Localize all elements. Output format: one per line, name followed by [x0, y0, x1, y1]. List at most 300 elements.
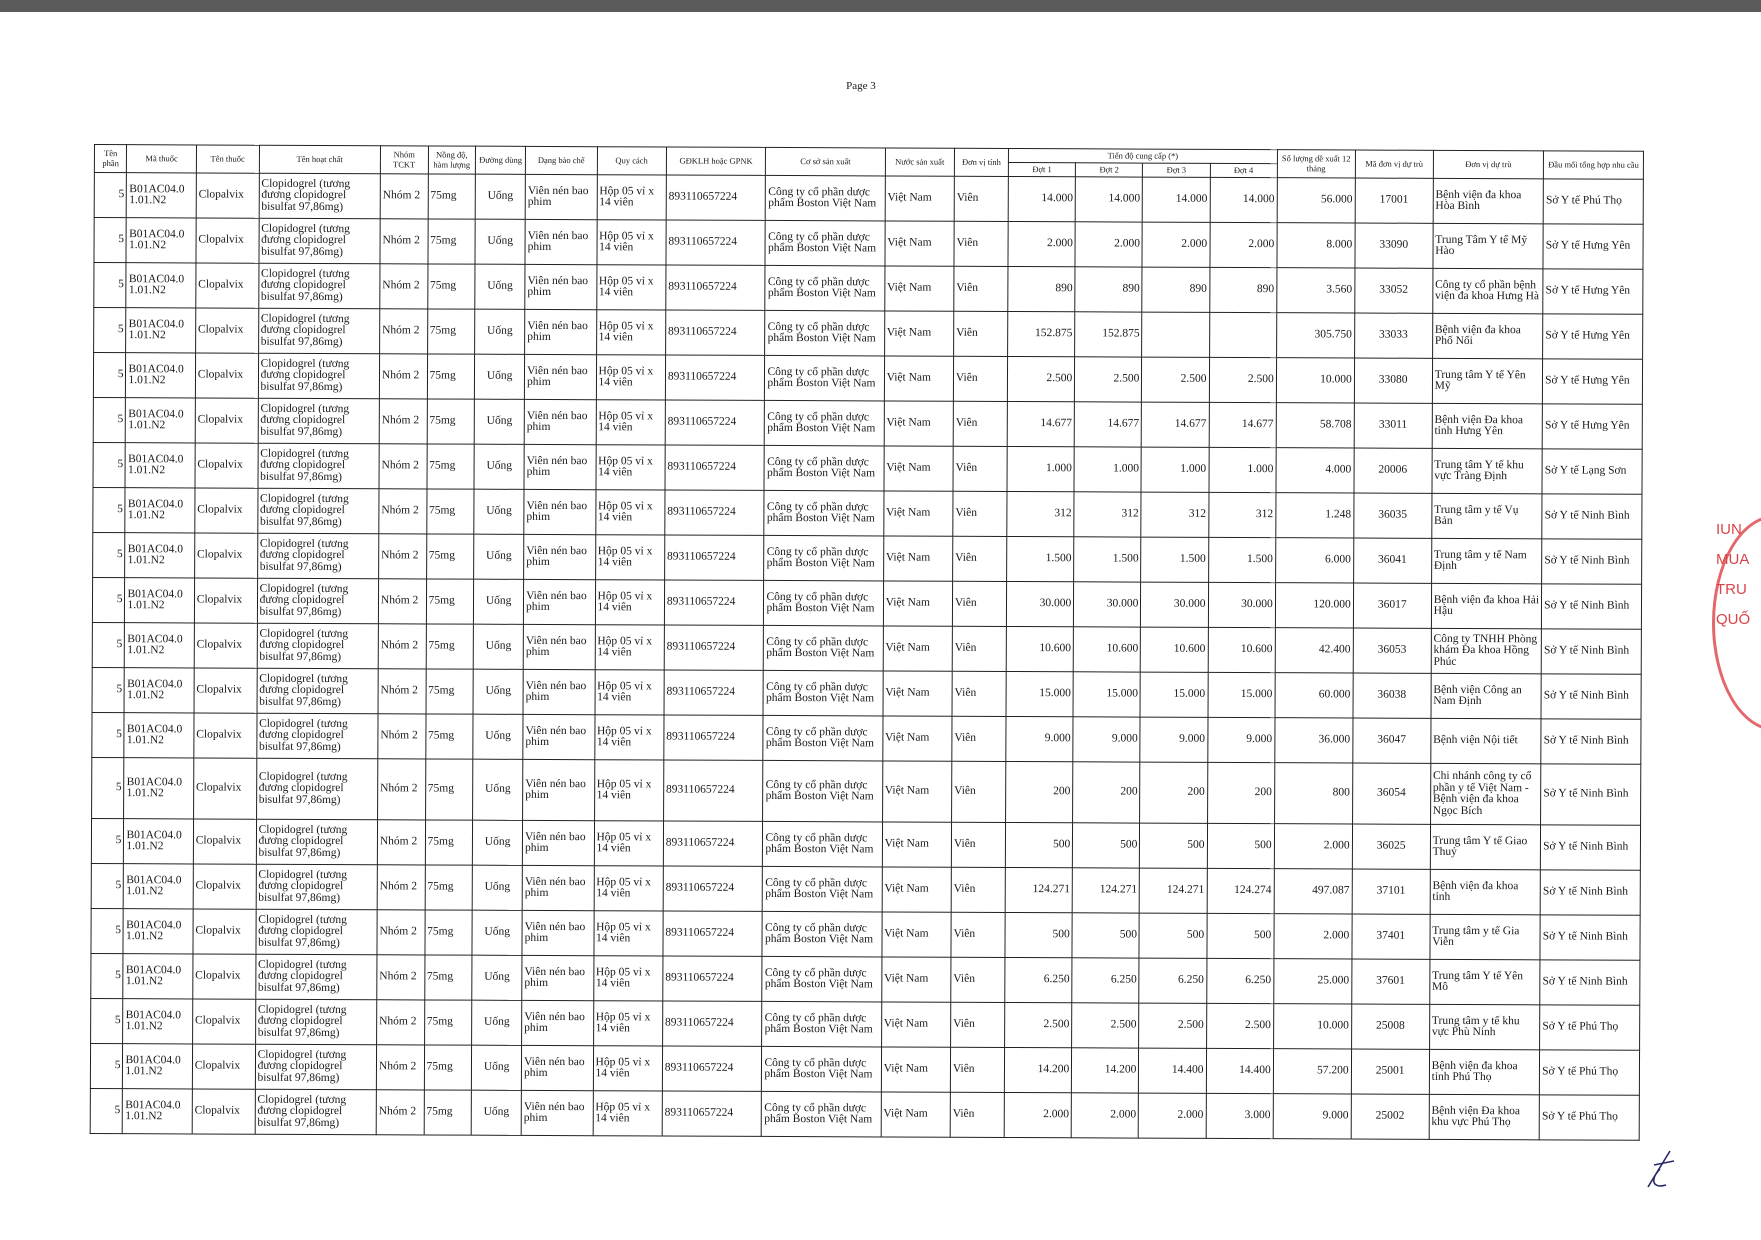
- cell-unit-name: Công ty cổ phần bệnh viện đa khoa Hưng Hà: [1432, 268, 1543, 313]
- cell-focal: Sở Y tế Hưng Yên: [1543, 314, 1643, 359]
- cell-batch-2: 9.000: [1073, 717, 1140, 762]
- cell-unit-code: 37601: [1351, 959, 1429, 1004]
- cell-focal: Sở Y tế Ninh Bình: [1541, 719, 1641, 764]
- cell-tckt: Nhóm 2: [378, 624, 426, 669]
- cell-group: 5: [90, 1088, 123, 1133]
- cell-route: Uống: [475, 174, 525, 219]
- cell-route: Uống: [474, 579, 524, 624]
- cell-strength: 75mg: [424, 1045, 472, 1090]
- cell-route: Uống: [471, 1090, 521, 1135]
- cell-focal: Sở Y tế Ninh Bình: [1541, 674, 1641, 719]
- cell-country: Việt Nam: [881, 1047, 951, 1092]
- cell-pack: Hộp 05 vỉ x 14 viên: [594, 715, 664, 760]
- cell-ingredient: Clopidogrel (tương đương clopidogrel bisulfat 97,86mg): [256, 713, 378, 759]
- cell-focal: Sở Y tế Hưng Yên: [1543, 359, 1643, 404]
- cell-batch-4: 9.000: [1207, 717, 1274, 762]
- cell-pack: Hộp 05 vỉ x 14 viên: [594, 821, 664, 866]
- cell-drug: Clopalvix: [193, 864, 256, 909]
- cell-strength: 75mg: [426, 669, 474, 714]
- cell-total: 3.560: [1277, 268, 1355, 313]
- header-batch-1: Đợt 1: [1008, 162, 1075, 176]
- cell-form: Viên nén bao phim: [521, 1045, 593, 1090]
- cell-batch-2: 2.500: [1072, 1003, 1139, 1048]
- cell-total: 60.000: [1275, 673, 1353, 718]
- cell-pack: Hộp 05 vỉ x 14 viên: [594, 760, 664, 821]
- cell-batch-2: 200: [1073, 762, 1140, 823]
- cell-unit: Viên: [952, 716, 1006, 761]
- cell-pack: Hộp 05 vỉ x 14 viên: [596, 265, 666, 310]
- cell-unit: Viên: [954, 266, 1008, 311]
- cell-maker: Công ty cổ phần dược phẩm Boston Việt Nam: [763, 670, 882, 716]
- cell-group: 5: [94, 308, 127, 353]
- cell-reg: 893110657224: [663, 821, 763, 866]
- cell-focal: Sở Y tế Ninh Bình: [1540, 960, 1640, 1005]
- cell-ingredient: Clopidogrel (tương đương clopidogrel bisulfat 97,86mg): [257, 623, 379, 669]
- cell-country: Việt Nam: [882, 761, 952, 822]
- cell-unit-name: Trung tâm Y tế Yên Mỹ: [1432, 358, 1543, 403]
- cell-batch-3: 500: [1140, 823, 1207, 868]
- cell-strength: 75mg: [427, 354, 475, 399]
- cell-drug: Clopalvix: [194, 533, 257, 578]
- cell-reg: 893110657224: [665, 310, 765, 355]
- cell-group: 5: [94, 263, 127, 308]
- cell-form: Viên nén bao phim: [524, 399, 596, 444]
- cell-code: B01AC04.0 1.01.N2: [126, 308, 196, 353]
- cell-country: Việt Nam: [883, 581, 953, 626]
- cell-batch-1: 2.000: [1004, 1092, 1071, 1137]
- cell-unit: Viên: [952, 581, 1006, 626]
- cell-form: Viên nén bao phim: [525, 174, 597, 219]
- cell-reg: 893110657224: [664, 715, 764, 760]
- cell-unit-code: 36035: [1354, 493, 1432, 538]
- header-tckt: Nhóm TCKT: [380, 146, 428, 174]
- cell-code: B01AC04.0 1.01.N2: [125, 443, 195, 488]
- header-unit-name: Đơn vị dự trù: [1433, 150, 1544, 178]
- cell-tckt: Nhóm 2: [376, 1045, 424, 1090]
- cell-tckt: Nhóm 2: [377, 820, 425, 865]
- cell-group: 5: [93, 442, 126, 487]
- cell-unit-name: Bệnh viện đa khoa tỉnh: [1430, 869, 1541, 914]
- cell-focal: Sở Y tế Hưng Yên: [1542, 404, 1642, 449]
- cell-batch-4: 200: [1207, 762, 1274, 823]
- cell-strength: 75mg: [428, 219, 476, 264]
- header-form: Dạng bào chế: [525, 146, 597, 174]
- cell-batch-4: 500: [1207, 823, 1274, 868]
- cell-ingredient: Clopidogrel (tương đương clopidogrel bisulfat 97,86mg): [255, 1044, 377, 1090]
- cell-ingredient: Clopidogrel (tương đương clopidogrel bisulfat 97,86mg): [258, 353, 380, 399]
- cell-unit-code: 37401: [1352, 914, 1430, 959]
- cell-route: Uống: [472, 1045, 522, 1090]
- cell-batch-3: 9.000: [1140, 717, 1207, 762]
- cell-strength: 75mg: [424, 1090, 472, 1135]
- cell-batch-1: 152.875: [1008, 311, 1075, 356]
- cell-batch-2: 890: [1075, 267, 1142, 312]
- cell-reg: 893110657224: [664, 580, 764, 625]
- table-row: [92, 667, 1641, 719]
- cell-code: B01AC04.0 1.01.N2: [123, 999, 193, 1044]
- cell-batch-1: 500: [1005, 822, 1072, 867]
- cell-batch-2: 312: [1074, 492, 1141, 537]
- cell-unit-code: 20006: [1354, 448, 1432, 493]
- cell-total: 2.000: [1274, 914, 1352, 959]
- cell-batch-2: 124.271: [1072, 868, 1139, 913]
- cell-strength: 75mg: [425, 714, 473, 759]
- cell-batch-1: 312: [1007, 491, 1074, 536]
- table-row: [91, 863, 1640, 915]
- table-row: [93, 487, 1642, 539]
- cell-form: Viên nén bao phim: [522, 820, 594, 865]
- cell-batch-4: 3.000: [1206, 1093, 1273, 1138]
- cell-group: 5: [91, 953, 124, 998]
- cell-strength: 75mg: [426, 489, 474, 534]
- cell-route: Uống: [475, 264, 525, 309]
- cell-group: 5: [92, 622, 125, 667]
- cell-pack: Hộp 05 vỉ x 14 viên: [593, 956, 663, 1001]
- cell-maker: Công ty cổ phần dược phẩm Boston Việt Nam: [764, 625, 883, 671]
- cell-batch-2: 1.500: [1074, 537, 1141, 582]
- cell-reg: 893110657224: [663, 911, 763, 956]
- stamp-line: IUN: [1716, 521, 1742, 538]
- cell-tckt: Nhóm 2: [379, 444, 427, 489]
- cell-batch-1: 2.000: [1008, 221, 1075, 266]
- header-pack: Quy cách: [597, 147, 666, 175]
- cell-total: 25.000: [1273, 959, 1351, 1004]
- cell-tckt: Nhóm 2: [377, 865, 425, 910]
- cell-tckt: Nhóm 2: [377, 910, 425, 955]
- cell-group: 5: [91, 908, 124, 953]
- cell-batch-1: 124.271: [1005, 867, 1072, 912]
- table-row: [94, 218, 1643, 270]
- cell-batch-1: 30.000: [1006, 581, 1073, 626]
- cell-batch-4: 500: [1207, 913, 1274, 958]
- cell-ingredient: Clopidogrel (tương đương clopidogrel bisulfat 97,86mg): [257, 488, 379, 534]
- cell-batch-2: 10.600: [1073, 627, 1140, 672]
- cell-code: B01AC04.0 1.01.N2: [124, 713, 194, 758]
- cell-unit-code: 25002: [1351, 1094, 1429, 1139]
- cell-batch-3: 2.500: [1139, 1003, 1206, 1048]
- cell-batch-2: 14.200: [1072, 1048, 1139, 1093]
- cell-reg: 893110657224: [664, 535, 764, 580]
- cell-form: Viên nén bao phim: [524, 354, 596, 399]
- header-drug: Tên thuốc: [196, 145, 259, 173]
- cell-unit-name: Trung tâm y tế Gia Viễn: [1430, 914, 1541, 959]
- cell-batch-2: 152.875: [1075, 312, 1142, 357]
- table-row: [92, 757, 1641, 825]
- cell-batch-3: 2.000: [1142, 222, 1209, 267]
- cell-code: B01AC04.0 1.01.N2: [125, 488, 195, 533]
- cell-total: 305.750: [1276, 313, 1354, 358]
- cell-drug: Clopalvix: [196, 173, 259, 218]
- cell-form: Viên nén bao phim: [522, 865, 594, 910]
- cell-unit-code: 33052: [1354, 268, 1432, 313]
- cell-unit-name: Bệnh viện Đa khoa tỉnh Hưng Yên: [1432, 403, 1543, 448]
- cell-country: Việt Nam: [882, 912, 952, 957]
- cell-unit-name: Trung tâm y tế Nam Định: [1431, 538, 1542, 583]
- cell-focal: Sở Y tế Phú Thọ: [1540, 1050, 1640, 1095]
- cell-route: Uống: [475, 219, 525, 264]
- cell-unit: Viên: [954, 176, 1008, 221]
- cell-drug: Clopalvix: [196, 263, 259, 308]
- cell-form: Viên nén bao phim: [525, 264, 597, 309]
- cell-route: Uống: [472, 865, 522, 910]
- cell-group: 5: [91, 998, 124, 1043]
- cell-strength: 75mg: [425, 759, 473, 820]
- cell-ingredient: Clopidogrel (tương đương clopidogrel bisulfat 97,86mg): [255, 1089, 377, 1135]
- table-row: [93, 442, 1642, 494]
- cell-focal: Sở Y tế Lạng Sơn: [1542, 449, 1642, 494]
- cell-unit: Viên: [952, 626, 1006, 671]
- cell-form: Viên nén bao phim: [524, 489, 596, 534]
- cell-batch-2: 30.000: [1074, 582, 1141, 627]
- cell-unit: Viên: [954, 221, 1008, 266]
- cell-maker: Công ty cổ phần dược phẩm Boston Việt Nam: [763, 821, 882, 867]
- cell-batch-1: 200: [1006, 761, 1073, 822]
- cell-unit-name: Trung Tâm Y tế Mỹ Hào: [1433, 223, 1544, 268]
- cell-maker: Công ty cổ phần dược phẩm Boston Việt Nam: [762, 1001, 881, 1047]
- cell-unit-code: 33033: [1354, 313, 1432, 358]
- cell-code: B01AC04.0 1.01.N2: [126, 218, 196, 263]
- cell-focal: Sở Y tế Phú Thọ: [1543, 179, 1643, 224]
- header-unit-code: Mã đơn vị dự trù: [1355, 150, 1433, 178]
- cell-strength: 75mg: [427, 264, 475, 309]
- cell-total: 4.000: [1276, 448, 1354, 493]
- cell-maker: Công ty cổ phần dược phẩm Boston Việt Nam: [762, 911, 881, 957]
- cell-focal: Sở Y tế Hưng Yên: [1543, 269, 1643, 314]
- cell-drug: Clopalvix: [195, 308, 258, 353]
- table-row: [92, 712, 1641, 764]
- cell-form: Viên nén bao phim: [521, 1090, 593, 1135]
- cell-code: B01AC04.0 1.01.N2: [126, 263, 196, 308]
- cell-maker: Công ty cổ phần dược phẩm Boston Việt Nam: [766, 175, 885, 221]
- header-ingredient: Tên hoạt chất: [259, 145, 380, 174]
- cell-batch-4: 14.677: [1209, 402, 1276, 447]
- cell-unit-name: Bệnh viện đa khoa Hải Hậu: [1431, 583, 1542, 628]
- cell-unit-code: 36053: [1353, 628, 1431, 673]
- cell-route: Uống: [474, 489, 524, 534]
- cell-batch-1: 15.000: [1006, 671, 1073, 716]
- cell-group: 5: [92, 757, 125, 818]
- cell-unit-code: 36017: [1353, 583, 1431, 628]
- signature-mark: [1640, 1145, 1680, 1195]
- cell-unit: Viên: [953, 401, 1007, 446]
- cell-strength: 75mg: [427, 309, 475, 354]
- table-row: [94, 308, 1643, 360]
- cell-batch-4: 14.000: [1210, 177, 1277, 222]
- cell-country: Việt Nam: [882, 822, 952, 867]
- cell-code: B01AC04.0 1.01.N2: [126, 353, 196, 398]
- cell-pack: Hộp 05 vỉ x 14 viên: [595, 535, 665, 580]
- cell-pack: Hộp 05 vỉ x 14 viên: [595, 670, 665, 715]
- cell-drug: Clopalvix: [194, 668, 257, 713]
- cell-drug: Clopalvix: [194, 713, 257, 758]
- cell-pack: Hộp 05 vỉ x 14 viên: [594, 866, 664, 911]
- header-strength: Nồng độ, hàm lượng: [428, 146, 476, 174]
- table-row: [93, 397, 1642, 449]
- cell-form: Viên nén bao phim: [524, 534, 596, 579]
- cell-ingredient: Clopidogrel (tương đương clopidogrel bisulfat 97,86mg): [257, 578, 379, 624]
- cell-unit: Viên: [951, 761, 1005, 822]
- cell-unit: Viên: [952, 671, 1006, 716]
- cell-group: 5: [94, 173, 127, 218]
- cell-unit: Viên: [951, 1002, 1005, 1047]
- cell-ingredient: Clopidogrel (tương đương clopidogrel bisulfat 97,86mg): [257, 668, 379, 714]
- cell-reg: 893110657224: [663, 866, 763, 911]
- cell-total: 42.400: [1275, 628, 1353, 673]
- header-country: Nước sản xuất: [885, 148, 954, 176]
- cell-batch-1: 14.677: [1007, 401, 1074, 446]
- cell-form: Viên nén bao phim: [523, 624, 595, 669]
- cell-country: Việt Nam: [883, 626, 953, 671]
- cell-maker: Công ty cổ phần dược phẩm Boston Việt Nam: [764, 580, 883, 626]
- cell-form: Viên nén bao phim: [523, 714, 595, 759]
- cell-drug: Clopalvix: [196, 218, 259, 263]
- cell-ingredient: Clopidogrel (tương đương clopidogrel bisulfat 97,86mg): [257, 533, 379, 579]
- cell-batch-2: 1.000: [1074, 447, 1141, 492]
- cell-code: B01AC04.0 1.01.N2: [123, 1089, 193, 1134]
- cell-batch-2: 500: [1073, 823, 1140, 868]
- cell-batch-2: 14.677: [1074, 402, 1141, 447]
- cell-unit-name: Trung tâm Y tế Giao Thuỷ: [1430, 824, 1541, 869]
- cell-pack: Hộp 05 vỉ x 14 viên: [596, 310, 666, 355]
- cell-form: Viên nén bao phim: [522, 955, 594, 1000]
- table-row: [91, 818, 1640, 870]
- cell-unit-name: Trung tâm y tế Vụ Bản: [1431, 493, 1542, 538]
- cell-strength: 75mg: [427, 444, 475, 489]
- cell-tckt: Nhóm 2: [379, 489, 427, 534]
- cell-batch-1: 14.200: [1004, 1047, 1071, 1092]
- cell-ingredient: Clopidogrel (tương đương clopidogrel bisulfat 97,86mg): [255, 999, 377, 1045]
- cell-total: 9.000: [1273, 1094, 1351, 1139]
- cell-unit: Viên: [954, 311, 1008, 356]
- cell-tckt: Nhóm 2: [378, 579, 426, 624]
- cell-reg: 893110657224: [665, 355, 765, 400]
- cell-pack: Hộp 05 vỉ x 14 viên: [593, 1091, 663, 1136]
- cell-group: 5: [93, 353, 126, 398]
- cell-country: Việt Nam: [883, 671, 953, 716]
- cell-tckt: Nhóm 2: [377, 955, 425, 1000]
- cell-focal: Sở Y tế Ninh Bình: [1542, 494, 1642, 539]
- cell-unit-name: Trung tâm Y tế Yên Mô: [1429, 959, 1540, 1004]
- cell-total: 2.000: [1274, 824, 1352, 869]
- cell-tckt: Nhóm 2: [380, 174, 428, 219]
- cell-unit-name: Bệnh viện đa khoa Phố Nối: [1432, 313, 1543, 358]
- cell-unit-name: Bệnh viện Đa khoa khu vực Phú Thọ: [1429, 1094, 1540, 1139]
- cell-batch-3: 1.000: [1141, 447, 1208, 492]
- cell-country: Việt Nam: [884, 446, 954, 491]
- table-row: [93, 353, 1642, 405]
- cell-group: 5: [93, 397, 126, 442]
- table-row: [92, 622, 1641, 674]
- cell-maker: Công ty cổ phần dược phẩm Boston Việt Nam: [762, 1091, 881, 1137]
- cell-route: Uống: [473, 624, 523, 669]
- cell-ingredient: Clopidogrel (tương đương clopidogrel bisulfat 97,86mg): [256, 864, 378, 910]
- cell-tckt: Nhóm 2: [376, 1090, 424, 1135]
- cell-batch-1: 1.500: [1007, 536, 1074, 581]
- cell-pack: Hộp 05 vỉ x 14 viên: [595, 625, 665, 670]
- cell-route: Uống: [472, 910, 522, 955]
- cell-total: 36.000: [1275, 718, 1353, 763]
- cell-unit: Viên: [953, 356, 1007, 401]
- cell-reg: 893110657224: [664, 670, 764, 715]
- cell-unit-name: Trung tâm Y tế khu vực Tràng Định: [1432, 448, 1543, 493]
- cell-batch-1: 6.250: [1005, 957, 1072, 1002]
- cell-unit: Viên: [951, 957, 1005, 1002]
- cell-ingredient: Clopidogrel (tương đương clopidogrel bisulfat 97,86mg): [255, 954, 377, 1000]
- cell-drug: Clopalvix: [195, 443, 258, 488]
- cell-reg: 893110657224: [665, 400, 765, 445]
- cell-unit-code: 17001: [1355, 178, 1433, 223]
- table-row: [91, 908, 1640, 960]
- cell-country: Việt Nam: [883, 491, 953, 536]
- cell-strength: 75mg: [425, 865, 473, 910]
- cell-unit-name: Trung tâm y tế khu vực Phù Ninh: [1429, 1004, 1540, 1049]
- cell-country: Việt Nam: [881, 957, 951, 1002]
- cell-unit: Viên: [950, 1092, 1004, 1137]
- cell-batch-4: 14.400: [1206, 1048, 1273, 1093]
- cell-batch-3: 30.000: [1141, 582, 1208, 627]
- cell-group: 5: [91, 818, 124, 863]
- cell-unit-code: 25008: [1351, 1004, 1429, 1049]
- cell-unit-name: Bệnh viện Công an Nam Định: [1431, 673, 1542, 718]
- cell-batch-3: 890: [1142, 267, 1209, 312]
- cell-focal: Sở Y tế Ninh Bình: [1542, 539, 1642, 584]
- cell-drug: Clopalvix: [192, 1044, 255, 1089]
- cell-unit-code: 33011: [1354, 403, 1432, 448]
- cell-focal: Sở Y tế Ninh Bình: [1540, 915, 1640, 960]
- cell-form: Viên nén bao phim: [522, 910, 594, 955]
- table-row: [94, 173, 1643, 225]
- cell-batch-3: [1142, 312, 1209, 357]
- cell-form: Viên nén bao phim: [523, 759, 595, 820]
- cell-country: Việt Nam: [885, 176, 955, 221]
- cell-total: 10.000: [1276, 358, 1354, 403]
- cell-batch-1: 1.000: [1007, 446, 1074, 491]
- cell-unit-code: 36041: [1353, 538, 1431, 583]
- cell-code: B01AC04.0 1.01.N2: [125, 578, 195, 623]
- header-group: Tên phần: [94, 145, 127, 173]
- cell-maker: Công ty cổ phần dược phẩm Boston Việt Nam: [764, 490, 883, 536]
- header-route: Đường dùng: [476, 146, 526, 174]
- cell-unit: Viên: [951, 867, 1005, 912]
- cell-pack: Hộp 05 vỉ x 14 viên: [595, 490, 665, 535]
- cell-batch-1: 10.600: [1006, 626, 1073, 671]
- table-row: [90, 1043, 1639, 1095]
- cell-strength: 75mg: [425, 910, 473, 955]
- cell-reg: 893110657224: [662, 1001, 762, 1046]
- cell-focal: Sở Y tế Ninh Bình: [1541, 825, 1641, 870]
- cell-form: Viên nén bao phim: [525, 219, 597, 264]
- cell-batch-4: 890: [1209, 267, 1276, 312]
- header-maker: Cơ sở sản xuất: [766, 147, 885, 176]
- cell-maker: Công ty cổ phần dược phẩm Boston Việt Nam: [765, 265, 884, 311]
- cell-pack: Hộp 05 vỉ x 14 viên: [593, 911, 663, 956]
- cell-group: 5: [91, 863, 124, 908]
- cell-drug: Clopalvix: [195, 488, 258, 533]
- cell-ingredient: Clopidogrel (tương đương clopidogrel bisulfat 97,86mg): [256, 819, 378, 865]
- cell-tckt: Nhóm 2: [376, 1000, 424, 1045]
- cell-unit: Viên: [950, 1047, 1004, 1092]
- cell-drug: Clopalvix: [193, 954, 256, 999]
- cell-code: B01AC04.0 1.01.N2: [127, 173, 197, 218]
- cell-focal: Sở Y tế Ninh Bình: [1540, 870, 1640, 915]
- cell-route: Uống: [472, 1000, 522, 1045]
- cell-route: Uống: [474, 399, 524, 444]
- header-reg: GĐKLH hoặc GPNK: [666, 147, 766, 175]
- cell-unit-name: Bệnh viện đa khoa tỉnh Phú Thọ: [1429, 1049, 1540, 1094]
- cell-strength: 75mg: [424, 1000, 472, 1045]
- cell-maker: Công ty cổ phần dược phẩm Boston Việt Nam: [765, 355, 884, 401]
- cell-batch-1: 9.000: [1006, 716, 1073, 761]
